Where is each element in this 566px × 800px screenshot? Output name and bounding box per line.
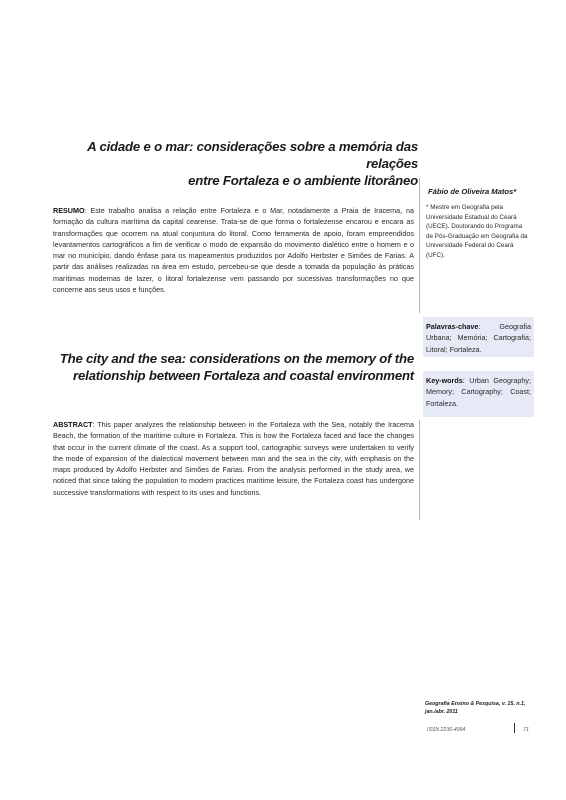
keywords-en-box xyxy=(423,371,534,417)
journal-line-2: jan./abr. 2011 xyxy=(425,708,458,715)
column-divider-top xyxy=(419,178,420,313)
title-pt-line-1: A cidade e o mar: considerações sobre a memória das relações xyxy=(87,139,418,171)
page-number: 71 xyxy=(523,727,529,733)
title-portuguese xyxy=(40,138,418,189)
keywords-pt-label: Palavras-chave xyxy=(426,322,479,331)
keywords-pt-box xyxy=(423,317,534,357)
title-en-line-2: relationship between Fortaleza and coastal environment xyxy=(73,368,414,383)
journal-line-1: Geografia Ensino & Pesquisa, v. 15, n.1, xyxy=(425,701,526,707)
abstract-label: ABSTRACT xyxy=(53,420,93,429)
title-english xyxy=(40,350,414,384)
abstract-text: : This paper analyzes the relationship between in the Fortaleza with the Sea, notably the Iracema Beach, the formation of the maritime culture in Fortaleza. This is how the Fortaleza faced and face the changes that occur in the current climate of the coast. As a support tool, cartographic surveys were undertaken to verify the mode of expansion of the dialectical movement between man and the sea in the city, with emphasis on the maps produced by Adolfo Herbster and Simões de Farias. From the analysis performed in the study area, we noticed that since taking the population to modern practices maritime leisure, the Fortaleza coast has undergone successive transformations with respect to its uses and functions. xyxy=(53,420,414,497)
author-name: Fábio de Oliveira Matos* xyxy=(428,187,517,196)
title-pt-line-2: entre Fortaleza e o ambiente litorâneo xyxy=(188,173,418,188)
keywords-en-label: Key-words xyxy=(426,376,463,385)
column-divider-bottom xyxy=(419,420,420,520)
title-en-line-1: The city and the sea: considerations on the memory of the xyxy=(59,351,414,366)
author-affiliation-note: * Mestre em Geografia pela Universidade Estadual do Ceará (UECE). Doutorando do Programa de Pós-Graduação em Geografia da Universidade Federal do Ceará (UFC). xyxy=(426,204,528,259)
journal-citation xyxy=(425,701,525,716)
resumo-label: RESUMO xyxy=(53,206,85,215)
keywords-pt-text: : Geografia Urbana; Memória; Cartografia; Litoral; Fortaleza. xyxy=(426,322,531,354)
issn-label: ISSN 2236-4994 xyxy=(427,727,466,733)
footer-separator xyxy=(514,723,515,733)
keywords-en-text: : Urban Geography; Memory; Cartography; Coast; Fortaleza. xyxy=(426,376,531,408)
resumo-paragraph xyxy=(53,205,414,295)
resumo-text: : Este trabalho analisa a relação entre Fortaleza e o Mar, notadamente a Praia de Iracema, na formação da cultura marítima da capital cearense. Trata-se de que forma o fortalezense encarou e encara as transformações que ocorrem na atual conjuntura do litoral. Como ferramenta de apoio, foram empreendidos levantamentos cartográficos a fim de verificar o modo de expansão do movimento dialético entre o homem e o mar no município, dando ênfase para os mapeamentos produzidos por Adolfo Herbster e Simões de Farias. A partir das análises realizadas na área em estudo, percebeu-se que desde a tomada da população às práticas marítimas modernas de lazer, o litoral fortalezense vem passando por sucessivas transformações no que concerne aos seus usos e funções. xyxy=(53,206,414,295)
abstract-paragraph xyxy=(53,419,414,498)
